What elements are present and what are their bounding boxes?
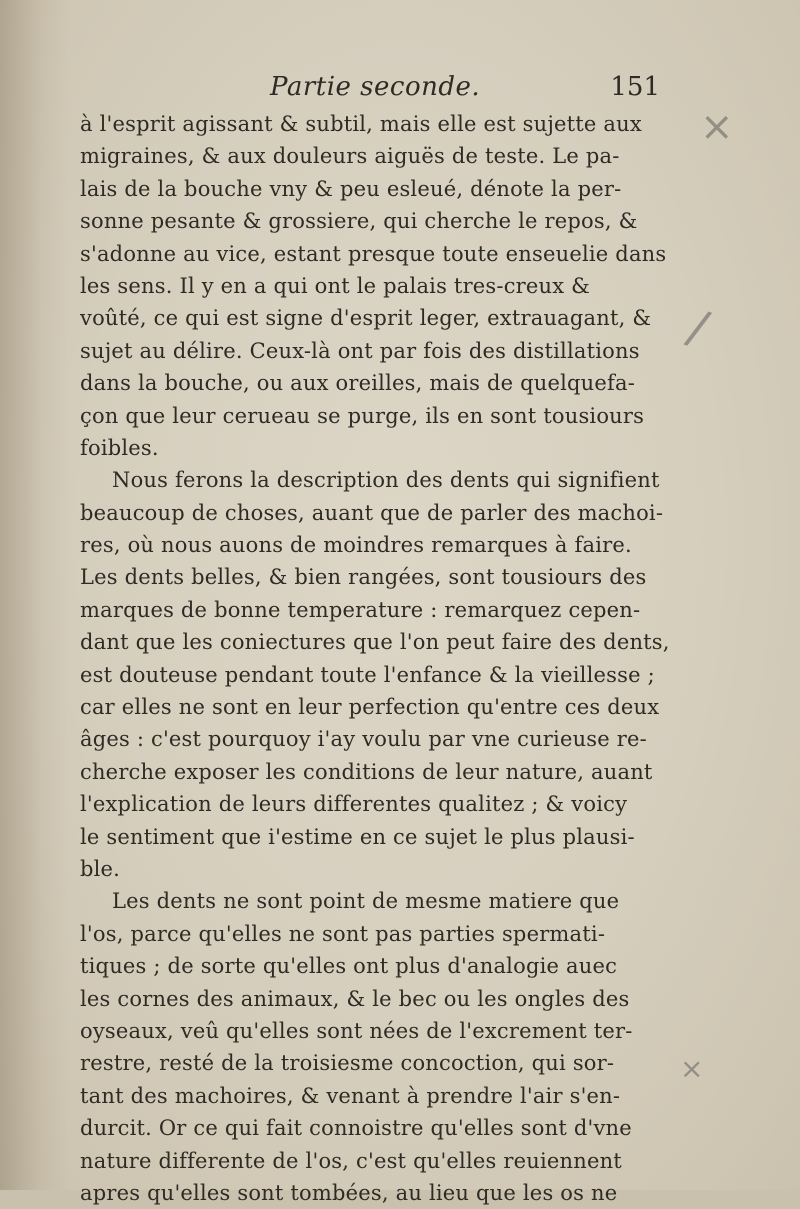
text-line: s'adonne au vice, estant presque toute enseuelie dans <box>80 241 667 266</box>
text-line: tiques ; de sorte qu'elles ont plus d'analogie auec <box>80 954 618 979</box>
text-line: restre, resté de la troisiesme concoction, qui sor- <box>80 1051 615 1076</box>
text-line: foibles. <box>80 435 159 460</box>
text-line: le sentiment que i'estime en ce sujet le plus plausi- <box>80 824 635 849</box>
text-line: dant que les coniectures que l'on peut faire des dents, <box>80 630 670 655</box>
text-line: l'explication de leurs differentes qualitez ; & voicy <box>80 792 628 817</box>
text-line: migraines, & aux douleurs aiguës de teste. Le pa- <box>80 144 620 169</box>
text-line: voûté, ce qui est signe d'esprit leger, extrauagant, & <box>80 306 652 331</box>
paragraph-first-line: Les dents ne sont point de mesme matiere que <box>112 889 620 914</box>
text-line: apres qu'elles sont tombées, au lieu que les os ne <box>80 1180 618 1205</box>
text-line: res, où nous auons de moindres remarques à faire. <box>80 533 632 558</box>
text-line: beaucoup de choses, auant que de parler des machoi- <box>80 500 664 525</box>
text-line: les sens. Il y en a qui ont le palais tres-creux & <box>80 273 591 298</box>
page-number: 151 <box>610 72 660 102</box>
text-line: nature differente de l'os, c'est qu'elles reuiennent <box>80 1148 622 1173</box>
page-header <box>80 72 660 106</box>
text-line: Les dents belles, & bien rangées, sont tousiours des <box>80 565 647 590</box>
text-line: à l'esprit agissant & subtil, mais elle est sujette aux <box>80 112 642 136</box>
text-line: cherche exposer les conditions de leur nature, auant <box>80 759 653 784</box>
pencil-cross-mark-icon: × <box>680 1052 704 1085</box>
body-text <box>80 108 670 1209</box>
text-line: oyseaux, veû qu'elles sont nées de l'excrement ter- <box>80 1018 633 1043</box>
page-gutter-shadow <box>0 0 70 1190</box>
text-line: marques de bonne temperature : remarquez cepen- <box>80 597 641 622</box>
pencil-cross-mark-icon: × <box>700 104 734 150</box>
text-line: âges : c'est pourquoy i'ay voulu par vne curieuse re- <box>80 727 647 752</box>
text-line: l'os, parce qu'elles ne sont pas parties spermati- <box>80 921 606 946</box>
text-line: tant des machoires, & venant à prendre l'air s'en- <box>80 1083 621 1108</box>
text-line: çon que leur cerueau se purge, ils en sont tousiours <box>80 403 645 428</box>
text-line: car elles ne sont en leur perfection qu'entre ces deux <box>80 695 660 720</box>
text-line: ble. <box>80 856 121 881</box>
paragraph-first-line: Nous ferons la description des dents qui signifient <box>112 468 660 493</box>
text-line: sonne pesante & grossiere, qui cherche le repos, & <box>80 209 638 234</box>
text-line: les cornes des animaux, & le bec ou les ongles des <box>80 986 630 1011</box>
running-title: Partie seconde. <box>270 72 481 102</box>
text-line: lais de la bouche vny & peu esleué, dénote la per- <box>80 176 622 201</box>
text-line: dans la bouche, ou aux oreilles, mais de quelquefa- <box>80 371 635 396</box>
text-line: durcit. Or ce qui fait connoistre qu'elles sont d'vne <box>80 1116 632 1141</box>
text-line: sujet au délire. Ceux-là ont par fois des distillations <box>80 338 640 363</box>
text-line: est douteuse pendant toute l'enfance & la vieillesse ; <box>80 662 655 687</box>
pencil-slash-mark-icon: / <box>680 298 716 358</box>
